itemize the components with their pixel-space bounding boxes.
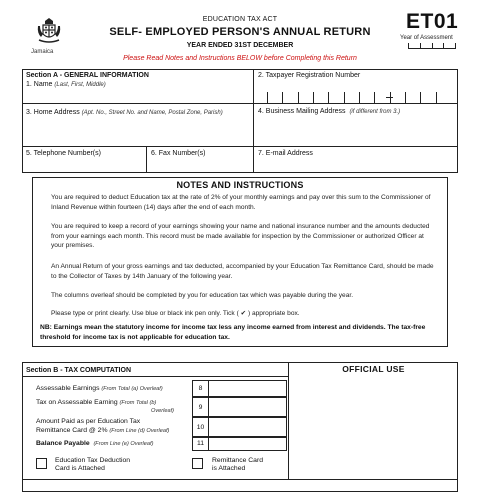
- amount-paid-label: Amount Paid as per Education Tax: [36, 418, 141, 425]
- note-paragraph-5: Please type or print clearly. Use blue or black ink pen only. Tick ( ✔ ) appropriate box.: [51, 310, 300, 317]
- tax-on-earnings-hint: Overleaf): [151, 408, 175, 414]
- name-field[interactable]: [26, 81, 106, 88]
- form-code: ET01: [406, 10, 459, 33]
- fax-label: 6. Fax Number(s): [151, 150, 206, 157]
- mailing-address-hint: (if different from 3.): [349, 109, 401, 115]
- line-number: 8: [192, 380, 209, 397]
- mailing-address-label: 4. Business Mailing Address: [258, 108, 346, 115]
- trn-label: 2. Taxpayer Registration Number: [258, 72, 361, 79]
- name-label: 1. Name: [26, 81, 53, 88]
- official-use-heading: OFFICIAL USE: [342, 364, 405, 374]
- divider: [288, 362, 289, 480]
- fax-field[interactable]: [151, 150, 205, 157]
- email-field[interactable]: [258, 150, 313, 157]
- line-number: 10: [192, 417, 209, 437]
- year-ended: YEAR ENDED 31ST DECEMBER: [186, 42, 294, 49]
- divider: [253, 69, 254, 173]
- home-address-hint: (Apt. No., Street No. and Name, Postal Zone, Parish): [81, 110, 223, 116]
- divider: [22, 146, 458, 147]
- note-paragraph-2: You are required to keep a record of your earnings showing your name and national insurance number and the amounts deducted from your earnings each month. This record must be made available for inspection by the Commissioner or authorized Officer at your premises.: [51, 223, 430, 250]
- note-nb: NB: Earnings mean the statutory income for income tax less any income earned from interest and dividends. The tax-free threshold for income tax is not applicable for education tax.: [40, 324, 426, 341]
- divider: [146, 146, 147, 173]
- notes-title: NOTES AND INSTRUCTIONS: [176, 180, 304, 190]
- section-a-heading: Section A - GENERAL INFORMATION: [26, 72, 149, 79]
- remittance-card-checkbox[interactable]: [192, 458, 203, 469]
- deduction-card-checkbox[interactable]: [36, 458, 47, 469]
- crest-label: Jamaica: [31, 49, 54, 55]
- amount-paid-label-2: Remittance Card @ 2% (From Line (d) Overleaf): [36, 427, 170, 434]
- year-of-assessment-label: Year of Assessment: [400, 35, 453, 41]
- telephone-field[interactable]: [26, 150, 101, 157]
- tax-on-earnings-input[interactable]: [209, 397, 287, 417]
- line-number: 9: [192, 397, 209, 417]
- amount-paid-input[interactable]: [209, 417, 287, 437]
- remittance-card-label: Remittance Card is Attached: [212, 457, 263, 472]
- home-address-label: 3. Home Address: [26, 109, 80, 116]
- tax-on-earnings-label: Tax on Assessable Earning (From Total (b): [36, 399, 157, 406]
- note-paragraph-4: The columns overleaf should be completed by you for education tax which was payable during the year.: [51, 292, 354, 299]
- email-label: 7. E-mail Address: [258, 150, 313, 157]
- section-b-heading: Section B - TAX COMPUTATION: [26, 367, 131, 374]
- balance-payable-input[interactable]: [209, 437, 287, 451]
- mailing-address-field[interactable]: [258, 108, 400, 115]
- home-address-field[interactable]: [26, 109, 223, 116]
- trn-field[interactable]: [267, 92, 451, 104]
- name-hint: (Last, First, Middle): [54, 82, 106, 88]
- line-number: 11: [192, 437, 209, 451]
- note-paragraph-1: You are required to deduct Education tax at the rate of 2% of your monthly earnings and pay over this sum to the Commissioner of Inland Revenue within fourteen (14) days after the end of each month.: [51, 194, 431, 211]
- trn-separator: [386, 97, 393, 98]
- form-title: SELF- EMPLOYED PERSON'S ANNUAL RETURN: [109, 26, 371, 38]
- assessable-earnings-label: Assessable Earnings (From Total (a) Overleaf): [36, 385, 163, 392]
- telephone-label: 5. Telephone Number(s): [26, 150, 101, 157]
- deduction-card-label: Education Tax Deduction Card is Attached: [55, 457, 131, 472]
- assessable-earnings-input[interactable]: [209, 380, 287, 397]
- instruction-warning: Please Read Notes and Instructions BELOW before Completing this Return: [123, 55, 357, 62]
- balance-payable-label: Balance Payable (From Line (e) Overleaf): [36, 440, 154, 447]
- year-of-assessment-field[interactable]: [408, 43, 456, 49]
- act-name: EDUCATION TAX ACT: [202, 16, 278, 23]
- note-paragraph-3: An Annual Return of your gross earnings and tax deducted, accompanied by your Education Tax Remittance Card, should be made to the Collector of Taxes by 14th January of the following year.: [51, 263, 434, 280]
- divider: [22, 376, 289, 377]
